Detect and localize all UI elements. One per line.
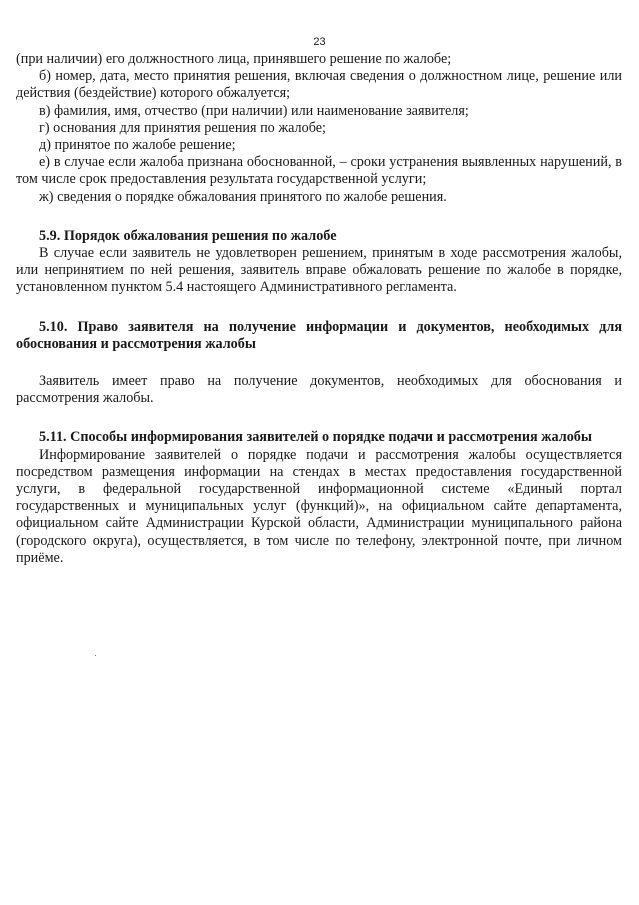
list-item-g: г) основания для принятия решения по жалобе;: [39, 119, 326, 136]
page-number: 23: [313, 36, 326, 48]
document-body: [16, 51, 622, 567]
list-continuation: (при наличии) его должностного лица, принявшего решение по жалобе;: [16, 51, 452, 67]
spacer: [16, 407, 622, 429]
list-item-zh: ж) сведения о порядке обжалования принятого по жалобе решения.: [39, 188, 447, 205]
section-body-5-10: Заявитель имеет право на получение документов, необходимых для обоснования и рассмотрения жалобы.: [16, 373, 622, 407]
section-body-5-9: В случае если заявитель не удовлетворен решением, принятым в ходе рассмотрения жалобы, или непринятием по ней решения, заявитель вправе обжаловать решение по жалобе в порядке, установленном пунктом 5.4 настоящего Административного регламента.: [16, 245, 622, 296]
section-heading-5-11: 5.11. Способы информирования заявителей о порядке подачи и рассмотрения жалобы: [39, 429, 592, 446]
spacer: [16, 297, 622, 319]
spacer: [16, 206, 622, 228]
list-item-d: д) принятое по жалобе решение;: [39, 137, 236, 154]
section-heading-5-9: 5.9. Порядок обжалования решения по жалобе: [39, 227, 337, 244]
spacer: [16, 353, 622, 373]
list-item-e: е) в случае если жалоба признана обоснованной, – сроки устранения выявленных нарушений, в том числе срок предоставления результата государственной услуги;: [16, 154, 622, 188]
scan-speck: [95, 655, 96, 656]
section-body-5-11: Информирование заявителей о порядке подачи и рассмотрения жалобы осуществляется посредством размещения информации на стендах в местах предоставления государственной услуги, в федеральной государственной информационной системе «Единый портал государственных и муниципальных услуг (функций)», на официальном сайте департамента, официальном сайте Администрации Курской области, Администрации муниципального района (городского округа), осуществляется, в том числе по телефону, электронной почте, при личном приёме.: [16, 446, 622, 566]
section-heading-5-10: 5.10. Право заявителя на получение информации и документов, необходимых для обоснования и рассмотрения жалобы: [16, 318, 622, 352]
list-item-v: в) фамилия, имя, отчество (при наличии) или наименование заявителя;: [39, 102, 469, 119]
list-item-b: б) номер, дата, место принятия решения, включая сведения о должностном лице, решение или действия (бездействие) которого обжалуется;: [16, 68, 622, 102]
